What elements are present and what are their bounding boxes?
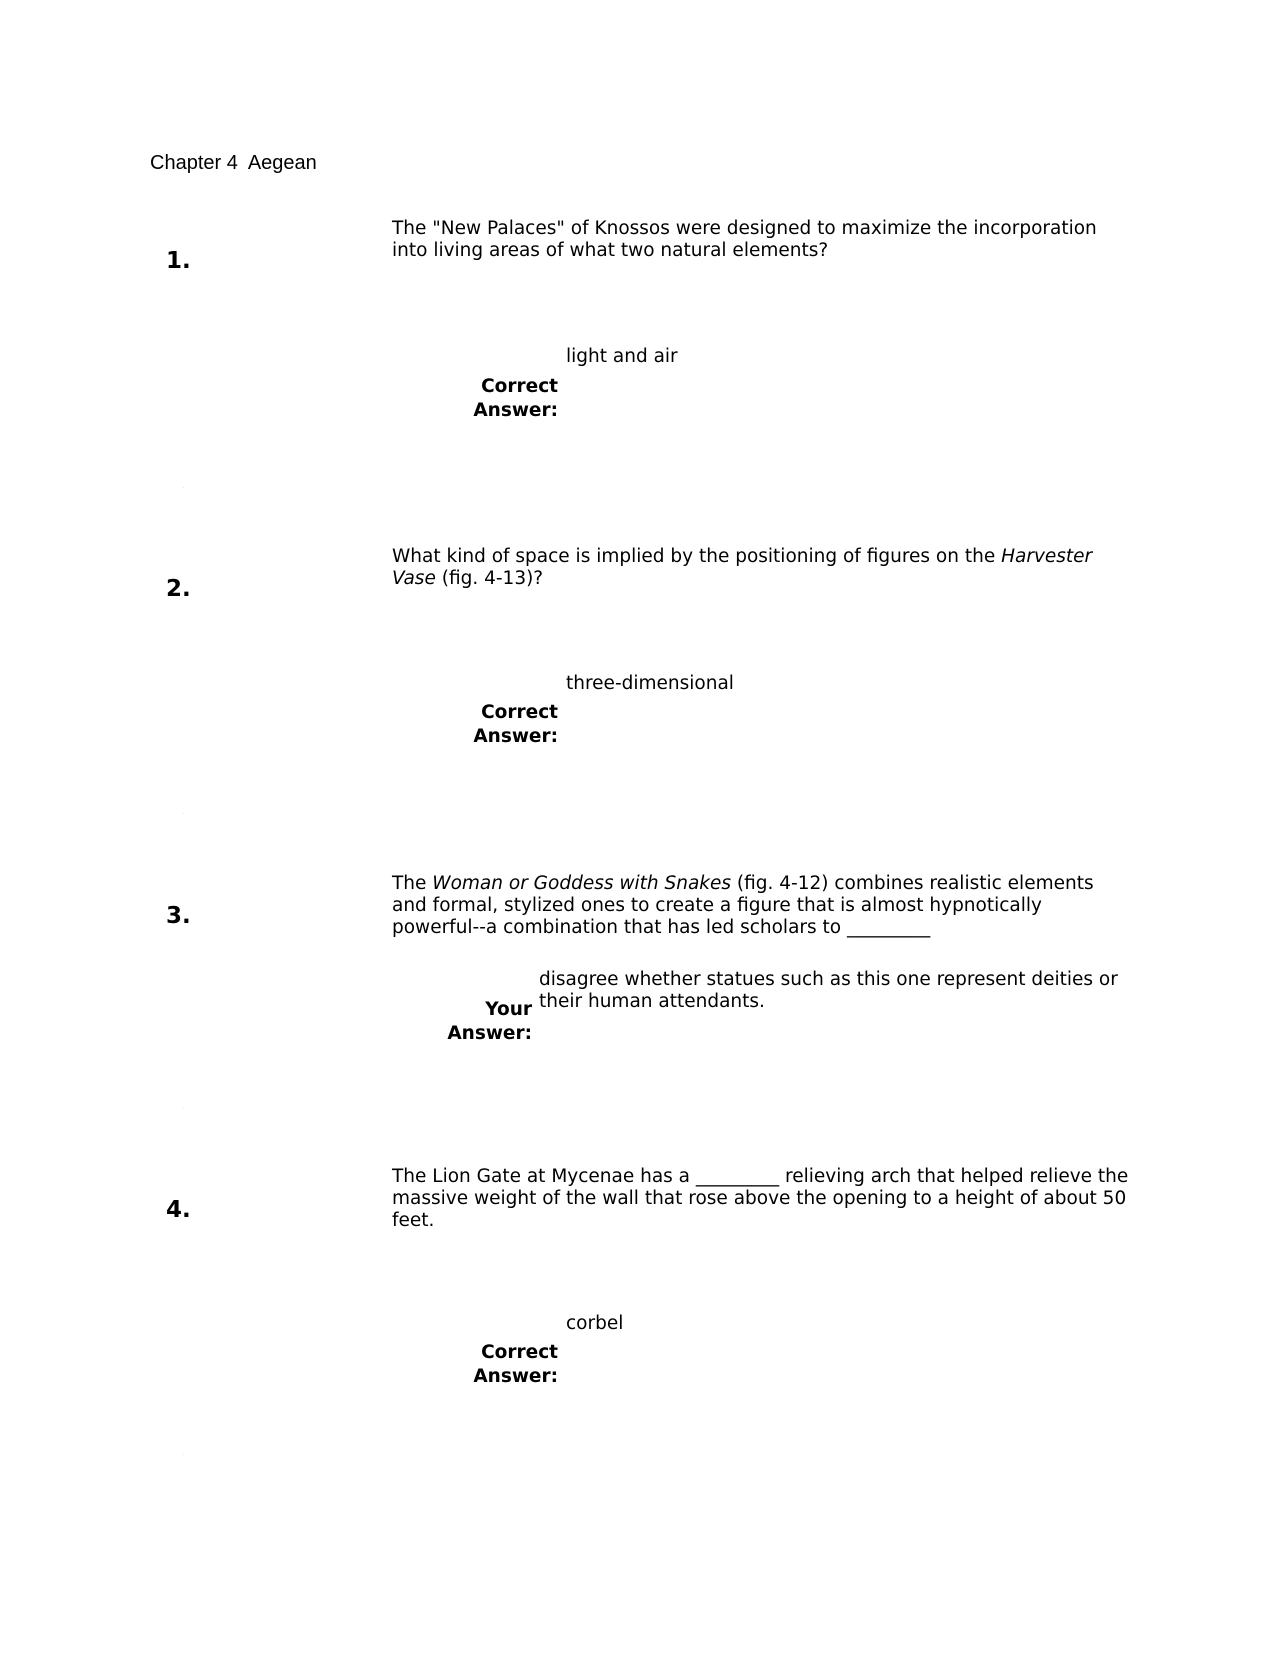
answer-label-line2: Answer: — [473, 726, 558, 747]
question-1-number: 1. — [166, 248, 191, 274]
separator-dot — [183, 487, 184, 488]
question-1-text — [392, 218, 1132, 262]
question-3-answer-label — [420, 998, 532, 1046]
document-title: Chapter 4 Aegean — [150, 152, 317, 174]
question-2-answer-label — [440, 701, 558, 749]
separator-dot — [183, 1454, 184, 1455]
question-1-answer: light and air — [566, 346, 678, 367]
answer-label-line1: Your — [485, 999, 532, 1020]
question-text-italic-part: Woman or Goddess with Snakes — [432, 873, 732, 894]
question-text-part: The — [392, 873, 433, 894]
question-1-answer-label — [440, 375, 558, 423]
answer-label-line2: Answer: — [473, 1366, 558, 1387]
question-2-answer: three-dimensional — [566, 673, 734, 694]
answer-label-line2: Answer: — [473, 400, 558, 421]
question-text-italic-part: Harvester Vase — [392, 546, 1093, 589]
question-text-part: The Lion Gate at Mycenae has a _________ relieving arch that helped relieve the massive weight of the wall that rose above the opening to a height of about 50 feet. — [392, 1166, 1129, 1231]
answer-label-line1: Correct — [481, 1342, 558, 1363]
question-4-number: 4. — [166, 1197, 191, 1223]
question-2-number: 2. — [166, 576, 191, 602]
question-2-text — [392, 546, 1132, 590]
question-text-part: (fig. 4-13)? — [435, 568, 544, 589]
answer-label-line1: Correct — [481, 702, 558, 723]
question-4-answer: corbel — [566, 1313, 624, 1334]
separator-dot — [183, 1107, 184, 1108]
question-3-number: 3. — [166, 903, 191, 929]
separator-dot — [183, 813, 184, 814]
question-4-answer-label — [440, 1341, 558, 1389]
answer-label-line1: Correct — [481, 376, 558, 397]
question-3-answer: disagree whether statues such as this one represent deities or their human attendants. — [539, 969, 1118, 1012]
question-text-part: What kind of space is implied by the positioning of figures on the — [392, 546, 1002, 567]
answer-label-line2: Answer: — [447, 1023, 532, 1044]
question-4-text — [392, 1166, 1132, 1232]
question-text-part: (fig. 4-12) combines realistic elements and formal, stylized ones to create a figure that is almost hypnotically powerful--a combination that has led scholars to _________ — [392, 873, 1094, 938]
question-3-text — [392, 873, 1132, 939]
question-text-part: The "New Palaces" of Knossos were designed to maximize the incorporation into living areas of what two natural elements? — [392, 218, 1097, 261]
